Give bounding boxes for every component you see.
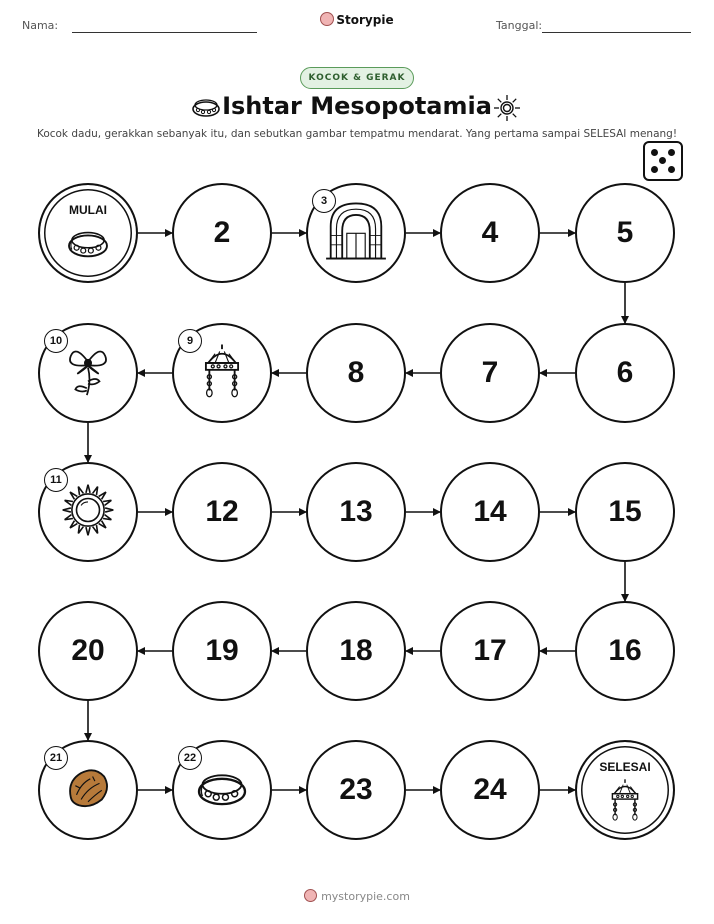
footer <box>0 889 714 903</box>
space-number: 6 <box>616 356 634 389</box>
gate-icon <box>324 199 388 267</box>
space-number: 18 <box>339 634 373 667</box>
board-space-22 <box>172 740 272 840</box>
board-space-4 <box>440 183 540 283</box>
space-number-badge: 3 <box>312 189 336 213</box>
sun-icon <box>60 482 115 541</box>
space-number: 20 <box>71 634 105 667</box>
space-number: 4 <box>481 216 499 249</box>
space-number: 2 <box>213 216 231 249</box>
storypie-logo-icon <box>304 889 317 902</box>
instructions: Kocok dadu, gerakkan sebanyak itu, dan sebutkan gambar tempatmu mendarat. Yang pertama sampai SELESAI menang! <box>36 128 678 140</box>
board-space-5 <box>575 183 675 283</box>
start-space <box>38 183 138 283</box>
space-number: 16 <box>608 634 642 667</box>
ring-icon <box>196 768 249 811</box>
poppy-icon <box>64 342 112 404</box>
board-space-15 <box>575 462 675 562</box>
board-space-7 <box>440 323 540 423</box>
space-number: 8 <box>347 356 365 389</box>
space-number-badge: 11 <box>44 468 68 492</box>
space-number: 14 <box>473 495 507 528</box>
stone-icon <box>65 767 111 812</box>
board-space-11 <box>38 462 138 562</box>
space-number-badge: 21 <box>44 746 68 770</box>
board-space-14 <box>440 462 540 562</box>
space-number-badge: 10 <box>44 329 68 353</box>
space-number-badge: 9 <box>178 329 202 353</box>
finish-label: SELESAI <box>599 760 651 774</box>
space-number: 24 <box>473 773 507 806</box>
ring-icon <box>66 226 110 262</box>
board-space-23 <box>306 740 406 840</box>
board-space-3 <box>306 183 406 283</box>
space-number: 5 <box>616 216 634 249</box>
space-number: 12 <box>205 495 239 528</box>
finish-space <box>575 740 675 840</box>
game-type-badge: KOCOK & GERAK <box>300 67 414 89</box>
space-number: 17 <box>473 634 507 667</box>
headdress-icon <box>199 342 245 404</box>
space-number: 7 <box>481 356 499 389</box>
board-space-16 <box>575 601 675 701</box>
board-space-17 <box>440 601 540 701</box>
board-space-13 <box>306 462 406 562</box>
space-number: 23 <box>339 773 373 806</box>
brand-name: Storypie <box>336 13 394 27</box>
board-space-24 <box>440 740 540 840</box>
board-space-18 <box>306 601 406 701</box>
space-number-badge: 22 <box>178 746 202 770</box>
board-space-9 <box>172 323 272 423</box>
board-space-21 <box>38 740 138 840</box>
name-label: Nama: <box>22 19 59 32</box>
board-space-19 <box>172 601 272 701</box>
board-space-6 <box>575 323 675 423</box>
footer-url: mystorypie.com <box>321 890 410 903</box>
board-space-20 <box>38 601 138 701</box>
date-label: Tanggal: <box>496 19 543 32</box>
board-space-2 <box>172 183 272 283</box>
headdress-icon <box>607 777 643 826</box>
start-label: MULAI <box>69 203 107 217</box>
space-number: 19 <box>205 634 239 667</box>
board-space-8 <box>306 323 406 423</box>
space-number: 15 <box>608 495 642 528</box>
board-space-10 <box>38 323 138 423</box>
page-title: Ishtar Mesopotamia <box>222 92 492 120</box>
space-number: 13 <box>339 495 373 528</box>
board-space-12 <box>172 462 272 562</box>
